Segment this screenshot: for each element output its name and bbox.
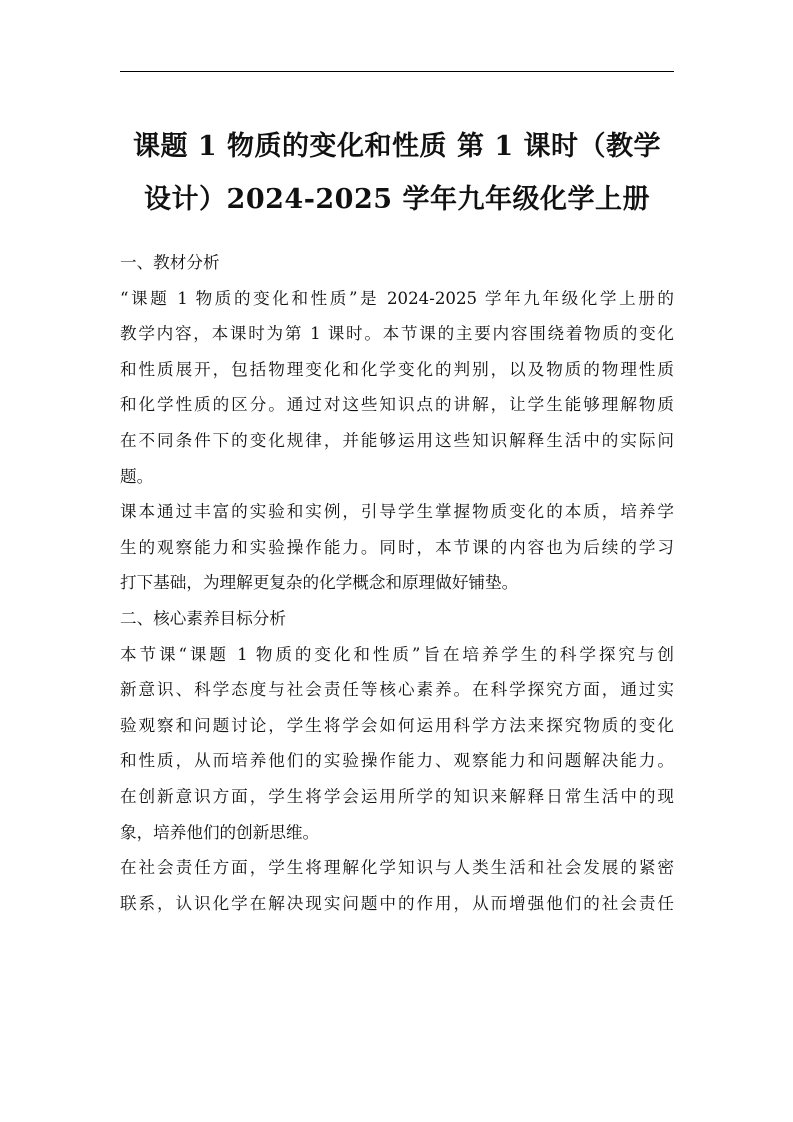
paragraph-line: 本节课“课题 1 物质的变化和性质”旨在培养学生的科学探究与创	[120, 644, 674, 664]
paragraph-line: 新意识、科学态度与社会责任等核心素养。在科学探究方面，通过实	[120, 680, 674, 700]
paragraph	[120, 850, 674, 921]
paragraph-line: 和性质，从而培养他们的实验操作能力、观察能力和问题解决能力。	[120, 751, 674, 771]
document-body	[120, 245, 674, 921]
document-title	[118, 120, 676, 226]
paragraph	[120, 281, 674, 495]
paragraph	[120, 637, 674, 851]
paragraph-line: 打下基础，为理解更复杂的化学概念和原理做好铺垫。	[120, 573, 519, 593]
paragraph-line: “课题 1 物质的变化和性质”是 2024-2025 学年九年级化学上册的	[120, 288, 674, 308]
header-rule	[120, 71, 674, 72]
section-heading: 一、教材分析	[120, 253, 220, 272]
section-heading: 二、核心素养目标分析	[120, 608, 286, 628]
paragraph-line: 教学内容，本课时为第 1 课时。本节课的主要内容围绕着物质的变化	[120, 324, 674, 344]
paragraph	[120, 494, 674, 601]
paragraph-line: 课本通过丰富的实验和实例，引导学生掌握物质变化的本质，培养学	[120, 502, 674, 522]
paragraph-line: 验观察和问题讨论，学生将学会如何运用科学方法来探究物质的变化	[120, 715, 674, 735]
title-line: 课题 1 物质的变化和性质 第 1 课时（教学	[132, 131, 662, 162]
paragraph-line: 象，培养他们的创新思维。	[120, 822, 320, 842]
paragraph-line: 题。	[120, 466, 154, 486]
paragraph-line: 和性质展开，包括物理变化和化学变化的判别，以及物质的物理性质	[120, 359, 674, 379]
title-line: 设计）2024-2025 学年九年级化学上册	[144, 184, 650, 215]
paragraph-line: 在创新意识方面，学生将学会运用所学的知识来解释日常生活中的现	[120, 786, 674, 806]
paragraph-line: 在不同条件下的变化规律，并能够运用这些知识解释生活中的实际问	[120, 430, 674, 450]
paragraph-line: 和化学性质的区分。通过对这些知识点的讲解，让学生能够理解物质	[120, 395, 674, 415]
paragraph-line: 生的观察能力和实验操作能力。同时，本节课的内容也为后续的学习	[120, 537, 674, 557]
paragraph-line: 在社会责任方面，学生将理解化学知识与人类生活和社会发展的紧密	[120, 858, 674, 878]
paragraph-line: 联系，认识化学在解决现实问题中的作用，从而增强他们的社会责任	[120, 893, 674, 913]
